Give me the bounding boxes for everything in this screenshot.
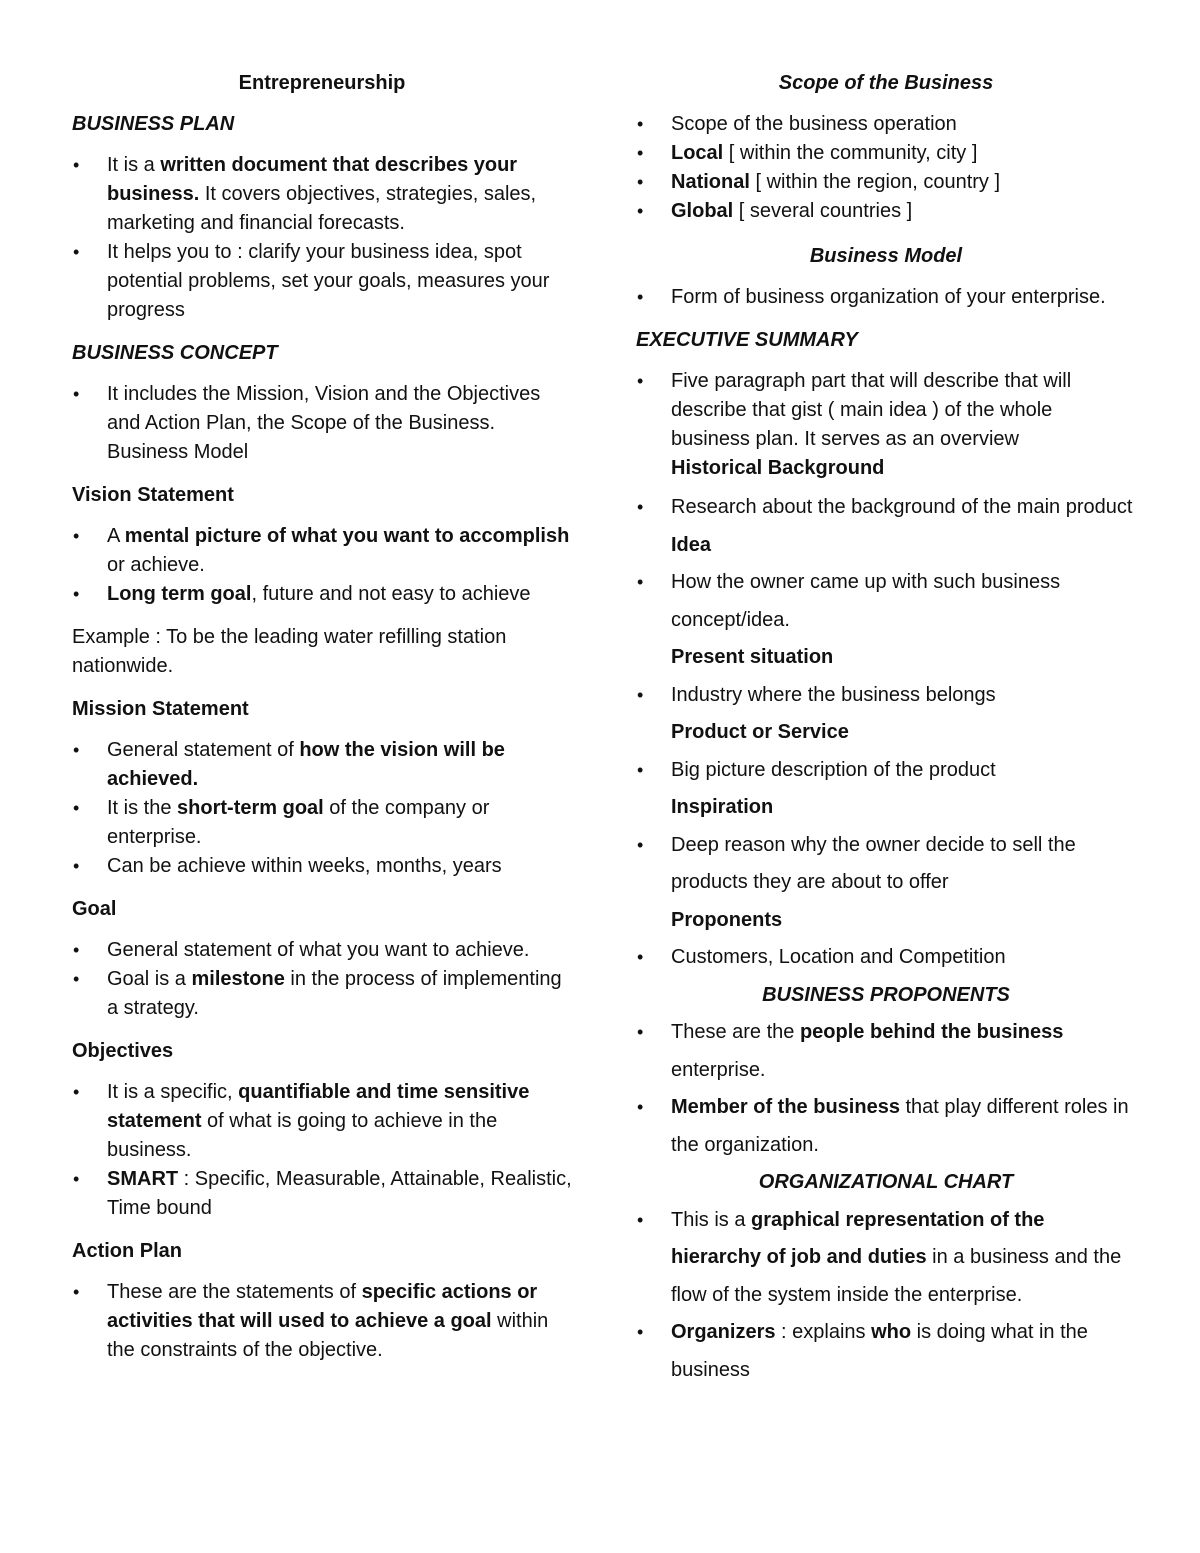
- business-proponents-list: [636, 1014, 1136, 1164]
- vision-heading: Vision Statement: [72, 484, 234, 506]
- list-item: • General statement of what you want to achieve.: [72, 936, 572, 965]
- list-item: • These are the people behind the business enterprise.: [636, 1014, 1136, 1089]
- mission-list: [72, 736, 572, 881]
- present-situation-label: Present situation: [671, 646, 834, 668]
- list-item: • These are the statements of specific actions or activities that will used to achieve a goal within the constraints of the objective.: [72, 1278, 572, 1365]
- inspiration-label: Inspiration: [671, 796, 774, 818]
- proponents-label: Proponents: [671, 908, 783, 931]
- executive-summary-heading: EXECUTIVE SUMMARY: [636, 329, 858, 351]
- goal-list: [72, 936, 572, 1023]
- list-item: • Industry where the business belongs: [636, 677, 1136, 715]
- list-item: • It is a specific, quantifiable and time sensitive statement of what is going to achieve in the business.: [72, 1078, 572, 1165]
- scope-title: Scope of the Business: [778, 72, 994, 94]
- action-plan-list: [72, 1278, 572, 1365]
- list-item: • National [ within the region, country ]: [636, 168, 1136, 197]
- list-item: • It is the short-term goal of the company or enterprise.: [72, 794, 572, 852]
- list-item: • SMART : Specific, Measurable, Attainable, Realistic, Time bound: [72, 1165, 572, 1223]
- list-item: • Local [ within the community, city ]: [636, 139, 1136, 168]
- objectives-list: [72, 1078, 572, 1223]
- vision-list: [72, 522, 572, 609]
- list-item: • Organizers : explains who is doing what in the business: [636, 1314, 1136, 1389]
- mission-heading: Mission Statement: [72, 698, 249, 720]
- list-item: • Global [ several countries ]: [636, 197, 1136, 226]
- historical-background-label: Historical Background: [671, 457, 885, 479]
- list-item: • This is a graphical representation of the hierarchy of job and duties in a business and the flow of the system inside the enterprise.: [636, 1202, 1136, 1315]
- business-concept-heading: BUSINESS CONCEPT: [72, 342, 278, 364]
- product-or-service-label: Product or Service: [671, 721, 849, 743]
- left-column: [72, 68, 572, 1379]
- business-proponents-heading: BUSINESS PROPONENTS: [762, 983, 1010, 1006]
- list-item: • Deep reason why the owner decide to sell the products they are about to offer: [636, 827, 1136, 902]
- list-item: • Five paragraph part that will describe that will describe that gist ( main idea ) of the whole business plan. It serves as an overview: [636, 367, 1136, 454]
- list-item: • Can be achieve within weeks, months, years: [72, 852, 572, 881]
- list-item: • It includes the Mission, Vision and the Objectives and Action Plan, the Scope of the Business. Business Model: [72, 380, 572, 467]
- action-plan-heading: Action Plan: [72, 1240, 183, 1262]
- objectives-heading: Objectives: [72, 1040, 174, 1062]
- right-column: [636, 68, 1136, 1389]
- list-item: • Scope of the business operation: [636, 110, 1136, 139]
- list-item: • Research about the background of the main product: [636, 489, 1136, 527]
- document-title: Entrepreneurship: [238, 72, 406, 94]
- executive-summary-details: [636, 489, 1136, 1389]
- scope-list: [636, 110, 1136, 226]
- organizational-chart-heading: ORGANIZATIONAL CHART: [758, 1171, 1014, 1193]
- list-item: • Customers, Location and Competition: [636, 939, 1136, 977]
- list-item: • Goal is a milestone in the process of implementing a strategy.: [72, 965, 572, 1023]
- list-item: • Member of the business that play different roles in the organization.: [636, 1089, 1136, 1164]
- list-item: • It helps you to : clarify your business idea, spot potential problems, set your goals, measures your progress: [72, 238, 572, 325]
- business-model-heading: Business Model: [809, 245, 963, 267]
- idea-label: Idea: [671, 533, 712, 556]
- list-item: • Form of business organization of your enterprise.: [636, 283, 1136, 312]
- list-item: • A mental picture of what you want to accomplish or achieve.: [72, 522, 572, 580]
- list-item: • It is a written document that describes your business. It covers objectives, strategies, sales, marketing and financial forecasts.: [72, 151, 572, 238]
- business-model-list: [636, 283, 1136, 312]
- organizational-chart-list: [636, 1202, 1136, 1390]
- list-item: • How the owner came up with such business concept/idea.: [636, 564, 1136, 639]
- list-item: • Big picture description of the product: [636, 752, 1136, 790]
- vision-example: Example : To be the leading water refilling station nationwide.: [72, 626, 507, 677]
- list-item: • Long term goal, future and not easy to achieve: [72, 580, 572, 609]
- goal-heading: Goal: [72, 898, 117, 920]
- list-item: • General statement of how the vision will be achieved.: [72, 736, 572, 794]
- executive-summary-list: [636, 367, 1136, 454]
- business-plan-list: [72, 151, 572, 325]
- business-concept-list: [72, 380, 572, 467]
- business-plan-heading: BUSINESS PLAN: [72, 113, 235, 135]
